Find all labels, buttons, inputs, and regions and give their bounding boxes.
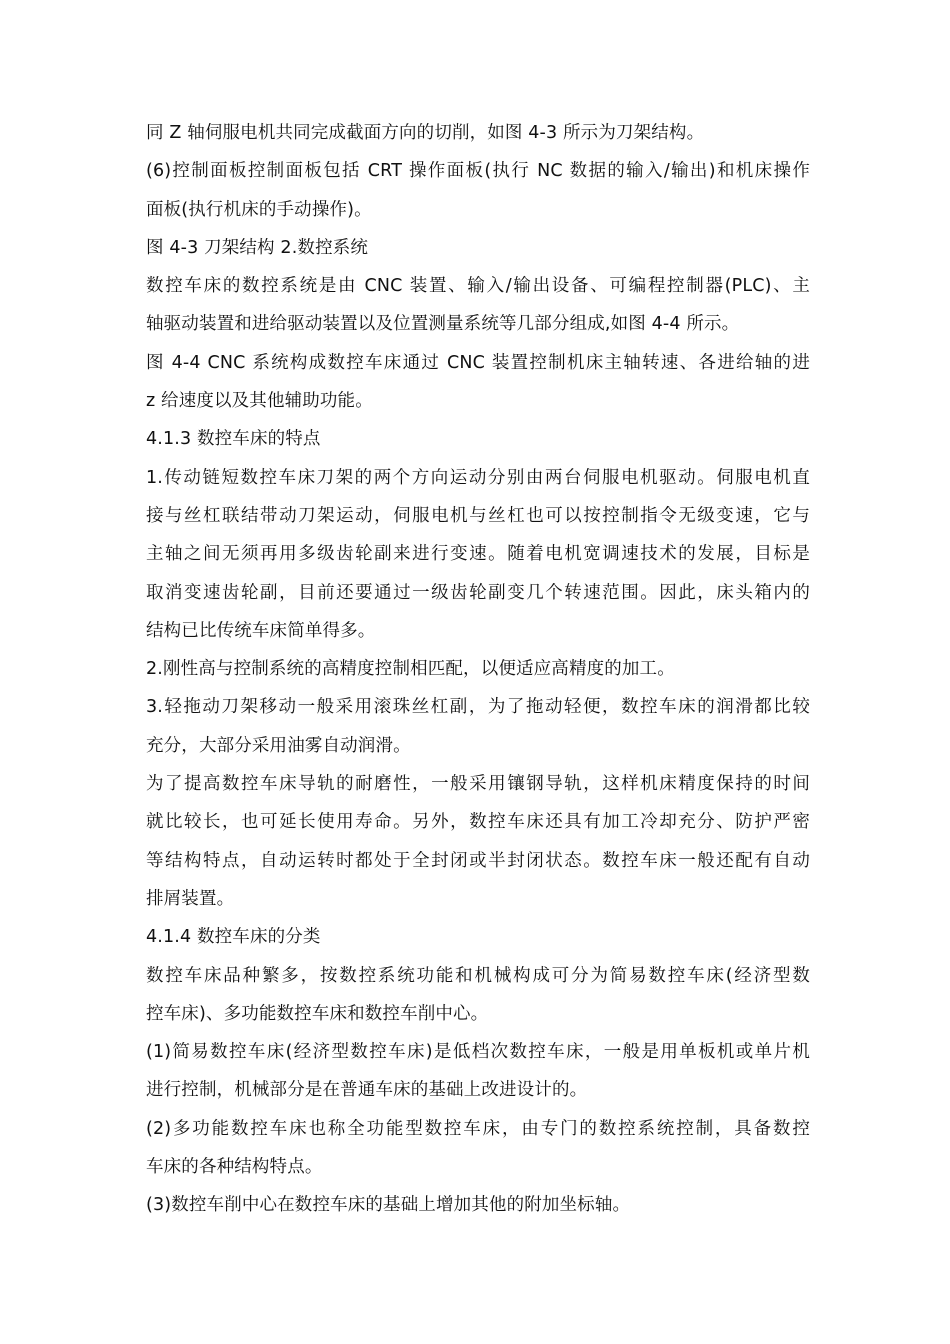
figure-caption: 图 4-4 CNC 系统构成数控车床通过 CNC 装置控制机床主轴转速、各进给轴的进	[146, 352, 810, 373]
text-line: 3.轻拖动刀架移动一般采用滚珠丝杠副，为了拖动轻便，数控车床的润滑都比较	[146, 697, 810, 718]
text-line: 数控车床的数控系统是由 CNC 装置、输入/输出设备、可编程控制器(PLC)、主	[146, 276, 810, 297]
text-line: 接与丝杠联结带动刀架运动，伺服电机与丝杠也可以按控制指令无级变速，它与	[146, 505, 810, 526]
text-line: 等结构特点，自动运转时都处于全封闭或半封闭状态。数控车床一般还配有自动	[146, 850, 810, 871]
text-line: 结构已比传统车床简单得多。	[146, 620, 376, 641]
text-line: 进行控制，机械部分是在普通车床的基础上改进设计的。	[146, 1080, 588, 1101]
text-line: 排屑装置。	[146, 888, 235, 909]
text-line: 取消变速齿轮副，目前还要通过一级齿轮副变几个转速范围。因此，床头箱内的	[146, 582, 810, 603]
text-line: 1.传动链短数控车床刀架的两个方向运动分别由两台伺服电机驱动。伺服电机直	[146, 467, 810, 488]
text-line: 控车床)、多功能数控车床和数控车削中心。	[146, 1003, 489, 1024]
text-line: 车床的各种结构特点。	[146, 1157, 323, 1178]
document-page	[146, 114, 810, 1225]
text-line: 数控车床品种繁多，按数控系统功能和机械构成可分为简易数控车床(经济型数	[146, 965, 810, 986]
text-line: z 给速度以及其他辅助功能。	[146, 391, 373, 412]
text-line: 2.刚性高与控制系统的高精度控制相匹配，以便适应高精度的加工。	[146, 659, 675, 680]
text-line: 为了提高数控车床导轨的耐磨性，一般采用镶钢导轨，这样机床精度保持的时间	[146, 774, 810, 795]
text-line: (2)多功能数控车床也称全功能型数控车床，由专门的数控系统控制，具备数控	[146, 1118, 810, 1139]
text-line: 就比较长，也可延长使用寿命。另外，数控车床还具有加工冷却充分、防护严密	[146, 812, 810, 833]
text-line: 同 Z 轴伺服电机共同完成截面方向的切削，如图 4-3 所示为刀架结构。	[146, 123, 705, 143]
section-heading: 4.1.4 数控车床的分类	[146, 927, 321, 948]
section-heading: 4.1.3 数控车床的特点	[146, 429, 321, 450]
text-line: 轴驱动装置和进给驱动装置以及位置测量系统等几部分组成,如图 4-4 所示。	[146, 314, 740, 335]
text-line: (6)控制面板控制面板包括 CRT 操作面板(执行 NC 数据的输入/输出)和机床操作	[146, 161, 810, 182]
text-line: (1)简易数控车床(经济型数控车床)是低档次数控车床，一般是用单板机或单片机	[146, 1042, 810, 1063]
text-line: 面板(执行机床的手动操作)。	[146, 199, 372, 220]
figure-caption: 图 4-3 刀架结构 2.数控系统	[146, 237, 369, 258]
text-line: 主轴之间无须再用多级齿轮副来进行变速。随着电机宽调速技术的发展，目标是	[146, 544, 810, 565]
text-line: 充分，大部分采用油雾自动润滑。	[146, 735, 411, 756]
text-line: (3)数控车削中心在数控车床的基础上增加其他的附加坐标轴。	[146, 1195, 631, 1216]
